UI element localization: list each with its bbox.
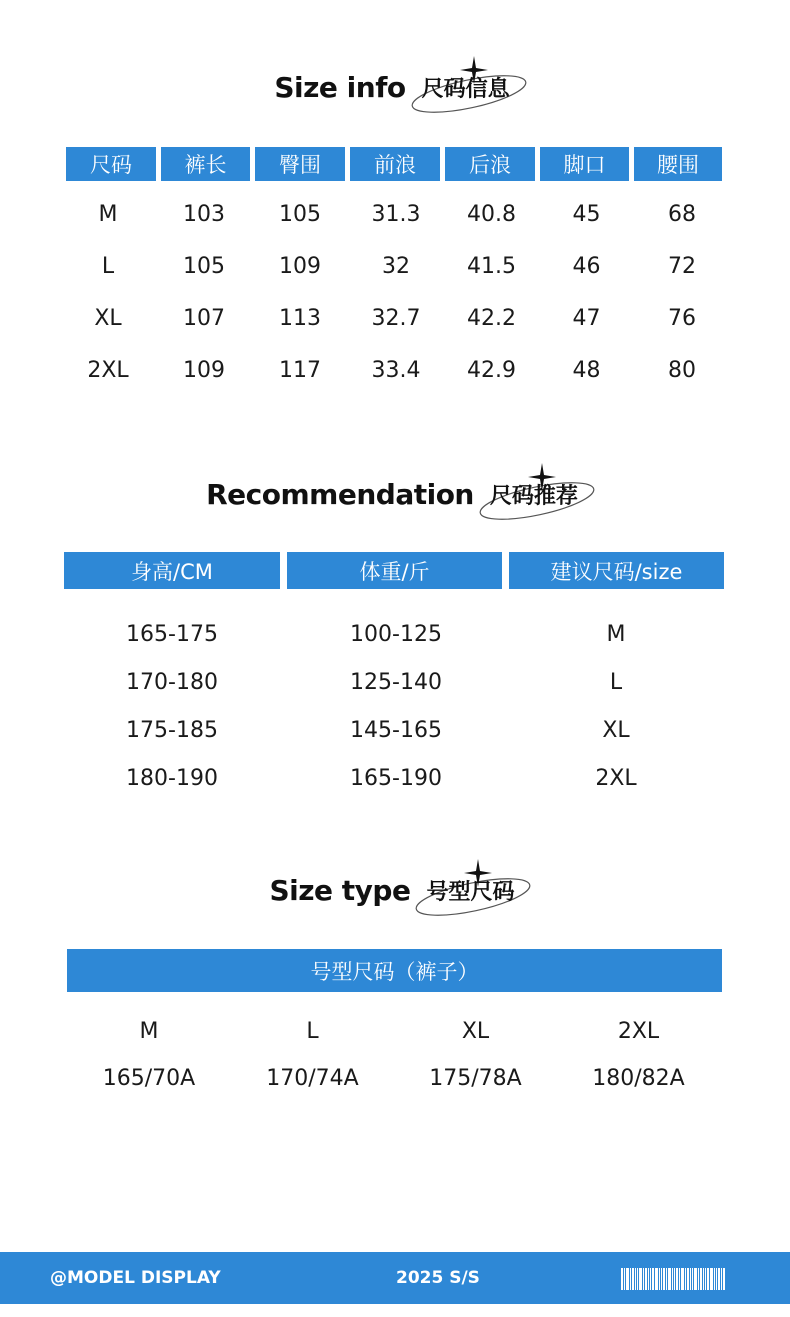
table-cell: M	[98, 201, 118, 227]
table-cell: M	[139, 1018, 159, 1044]
size-info-header-hip: 臀围	[255, 147, 345, 181]
size-info-header-front-rise: 前浪	[350, 147, 440, 181]
table-cell: 170/74A	[266, 1065, 359, 1091]
barcode-icon	[621, 1268, 749, 1290]
table-cell: 105	[183, 253, 225, 279]
size-type-banner: 号型尺码（裤子）	[67, 949, 722, 992]
size-type-banner-row	[67, 949, 722, 992]
size-info-header-length: 裤长	[161, 147, 250, 181]
size-info-title	[0, 52, 790, 122]
recommendation-title	[0, 459, 790, 529]
table-row	[60, 196, 730, 232]
size-info-header-size: 尺码	[66, 147, 156, 181]
table-cell: 32.7	[371, 305, 421, 331]
recommendation-header-row	[64, 552, 724, 589]
table-cell: 33.4	[371, 357, 421, 383]
table-cell: 100-125	[350, 621, 442, 647]
table-cell: 165-175	[126, 621, 218, 647]
size-type-title-cn: 号型尺码	[426, 879, 515, 905]
table-cell: 31.3	[371, 201, 421, 227]
table-cell: 41.5	[467, 253, 516, 279]
table-cell: L	[306, 1018, 319, 1044]
table-row	[64, 664, 724, 700]
table-cell: 46	[572, 253, 601, 279]
table-cell: 2XL	[87, 357, 129, 383]
table-cell: 107	[183, 305, 225, 331]
table-cell: 180-190	[126, 765, 218, 791]
table-cell: 42.2	[467, 305, 516, 331]
table-cell: 40.8	[467, 201, 516, 227]
table-row	[60, 248, 730, 284]
table-cell: 105	[279, 201, 321, 227]
size-info-header-back-rise: 后浪	[445, 147, 535, 181]
table-cell: L	[609, 669, 623, 695]
table-cell: M	[606, 621, 626, 647]
table-cell: 175/78A	[429, 1065, 522, 1091]
table-cell: 80	[668, 357, 696, 383]
table-cell: 165/70A	[102, 1065, 196, 1091]
size-info-title-en: Size info	[274, 70, 406, 104]
recommendation-title-en: Recommendation	[206, 477, 474, 511]
table-cell: 76	[668, 305, 696, 331]
recommendation-title-cn-wrap	[484, 479, 584, 510]
footer-bar	[0, 1252, 790, 1304]
table-cell: 68	[668, 201, 696, 227]
size-info-title-cn: 尺码信息	[421, 76, 510, 102]
size-info-header-row	[66, 147, 722, 181]
recommendation-header-height: 身高/CM	[64, 552, 280, 589]
table-cell: 145-165	[350, 717, 442, 743]
table-cell: 113	[279, 305, 321, 331]
footer-center-text: 2025 S/S	[396, 1268, 480, 1288]
table-cell: 180/82A	[592, 1065, 685, 1091]
table-row	[60, 300, 730, 336]
recommendation-header-weight: 体重/斤	[287, 552, 502, 589]
table-cell: 45	[572, 201, 601, 227]
table-row	[64, 712, 724, 748]
table-cell: XL	[602, 717, 630, 743]
table-cell: 125-140	[350, 669, 442, 695]
size-type-title	[0, 855, 790, 925]
table-cell: 165-190	[350, 765, 442, 791]
table-cell: XL	[94, 305, 122, 331]
table-cell: 170-180	[126, 669, 218, 695]
table-cell: 117	[279, 357, 321, 383]
table-cell: 109	[183, 357, 225, 383]
table-cell: 72	[668, 253, 696, 279]
size-info-header-hem: 脚口	[540, 147, 629, 181]
table-cell: 48	[572, 357, 601, 383]
table-cell: 175-185	[126, 717, 218, 743]
table-cell: 109	[279, 253, 321, 279]
table-cell: XL	[461, 1018, 490, 1044]
table-row	[64, 760, 724, 796]
recommendation-header-suggested-size: 建议尺码/size	[509, 552, 724, 589]
footer-left-text: @MODEL DISPLAY	[50, 1268, 221, 1288]
table-row	[67, 1013, 722, 1049]
table-row	[67, 1060, 722, 1096]
recommendation-title-cn: 尺码推荐	[489, 483, 578, 509]
table-cell: 42.9	[467, 357, 516, 383]
table-cell: 2XL	[595, 765, 637, 791]
table-cell: 103	[183, 201, 225, 227]
size-info-header-waist: 腰围	[634, 147, 722, 181]
size-type-title-en: Size type	[269, 873, 411, 907]
table-cell: 32	[382, 253, 410, 279]
table-cell: L	[101, 253, 115, 279]
table-row	[64, 616, 724, 652]
size-type-title-cn-wrap	[420, 875, 520, 906]
table-cell: 47	[572, 305, 601, 331]
table-row	[60, 352, 730, 388]
table-cell: 2XL	[617, 1018, 660, 1044]
size-info-title-cn-wrap	[416, 72, 516, 103]
